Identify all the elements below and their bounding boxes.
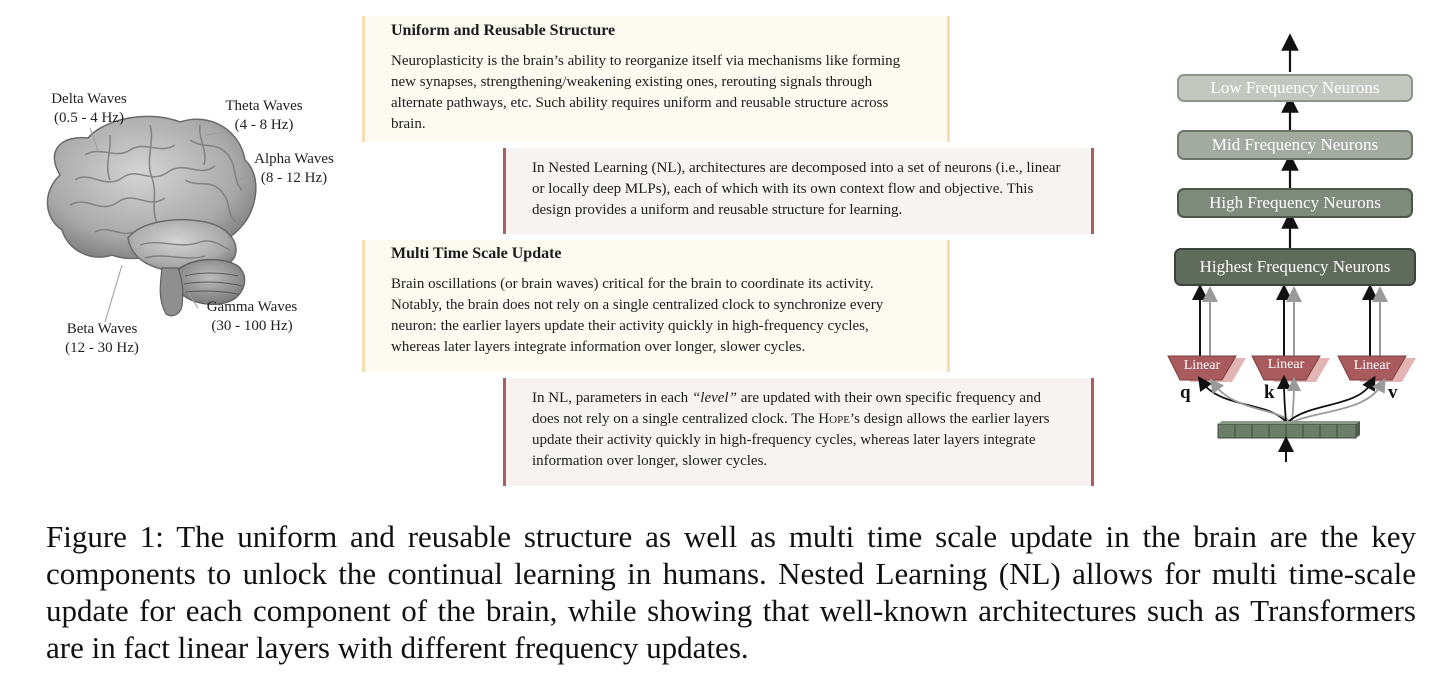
highest-frequency-neurons: Highest Frequency Neurons [1174, 248, 1416, 286]
key-label: k [1264, 382, 1275, 403]
theta-wave-label: Theta Waves (4 - 8 Hz) [225, 98, 303, 133]
frequency-diagram [1160, 30, 1430, 470]
low-frequency-neurons: Low Frequency Neurons [1177, 74, 1413, 102]
gamma-wave-label: Gamma Waves (30 - 100 Hz) [206, 299, 298, 334]
nl-uniform-panel [503, 148, 1094, 234]
figure-caption: Figure 1: The uniform and reusable structure as well as multi time scale update in the brain are the key components to unlock the continual learning in humans. Nested Learning (NL) allows for multi time-scale update for each component of the brain, while showing that well-known architectures such as Transformers are in fact linear layers with different frequency updates. [46, 519, 1416, 665]
linear-label-v: Linear [1353, 358, 1391, 373]
multiscale-panel [362, 240, 950, 372]
multiscale-title: Multi Time Scale Update [391, 245, 562, 262]
token-sequence-bar [1218, 421, 1360, 438]
brain-illustration [0, 0, 350, 500]
high-frequency-neurons: High Frequency Neurons [1177, 188, 1413, 218]
brain-panel [0, 0, 350, 500]
nl-multiscale-body: In NL, parameters in each “level” are updated with their own specific frequency and does not rely on a single centralized clock. The Hope’s design allows the earlier layers update their activity quickly in high-frequency cycles, whereas later layers integrate information over longer, slower cycles. [532, 390, 1050, 469]
query-label: q [1180, 382, 1191, 403]
brain-stem-shape [160, 268, 183, 316]
delta-wave-label: Delta Waves (0.5 - 4 Hz) [51, 91, 127, 126]
multiscale-body: Brain oscillations (or brain waves) critical for the brain to coordinate its activity. Notably, the brain does not rely on a single centralized clock to synchronize every neuron: the earlier layers update their activity quickly in high-frequency cycles, whereas later layers integrate information over longer, slower cycles. [391, 276, 884, 355]
uniform-structure-panel [362, 16, 950, 142]
linear-label-k: Linear [1267, 357, 1305, 372]
value-label: v [1388, 382, 1398, 403]
linear-label-q: Linear [1183, 358, 1221, 373]
nl-multiscale-panel [503, 378, 1094, 486]
hope-name: Hope [818, 411, 850, 427]
nl-uniform-body: In Nested Learning (NL), architectures are decomposed into a set of neurons (i.e., linear or locally deep MLPs), each of which with its own context flow and objective. This design provides a uniform and reusable structure for learning. [532, 160, 1061, 218]
uniform-structure-body: Neuroplasticity is the brain’s ability to reorganize itself via mechanisms like forming new synapses, strengthening/weakening existing ones, rerouting signals through alternate pathways, etc. Such ability requires uniform and reusable structure across brain. [391, 53, 901, 132]
level-word: “level” [691, 390, 737, 406]
beta-wave-label: Beta Waves (12 - 30 Hz) [65, 321, 139, 356]
uniform-structure-title: Uniform and Reusable Structure [391, 22, 616, 39]
alpha-wave-label: Alpha Waves (8 - 12 Hz) [254, 151, 334, 186]
mid-frequency-neurons: Mid Frequency Neurons [1177, 130, 1413, 160]
